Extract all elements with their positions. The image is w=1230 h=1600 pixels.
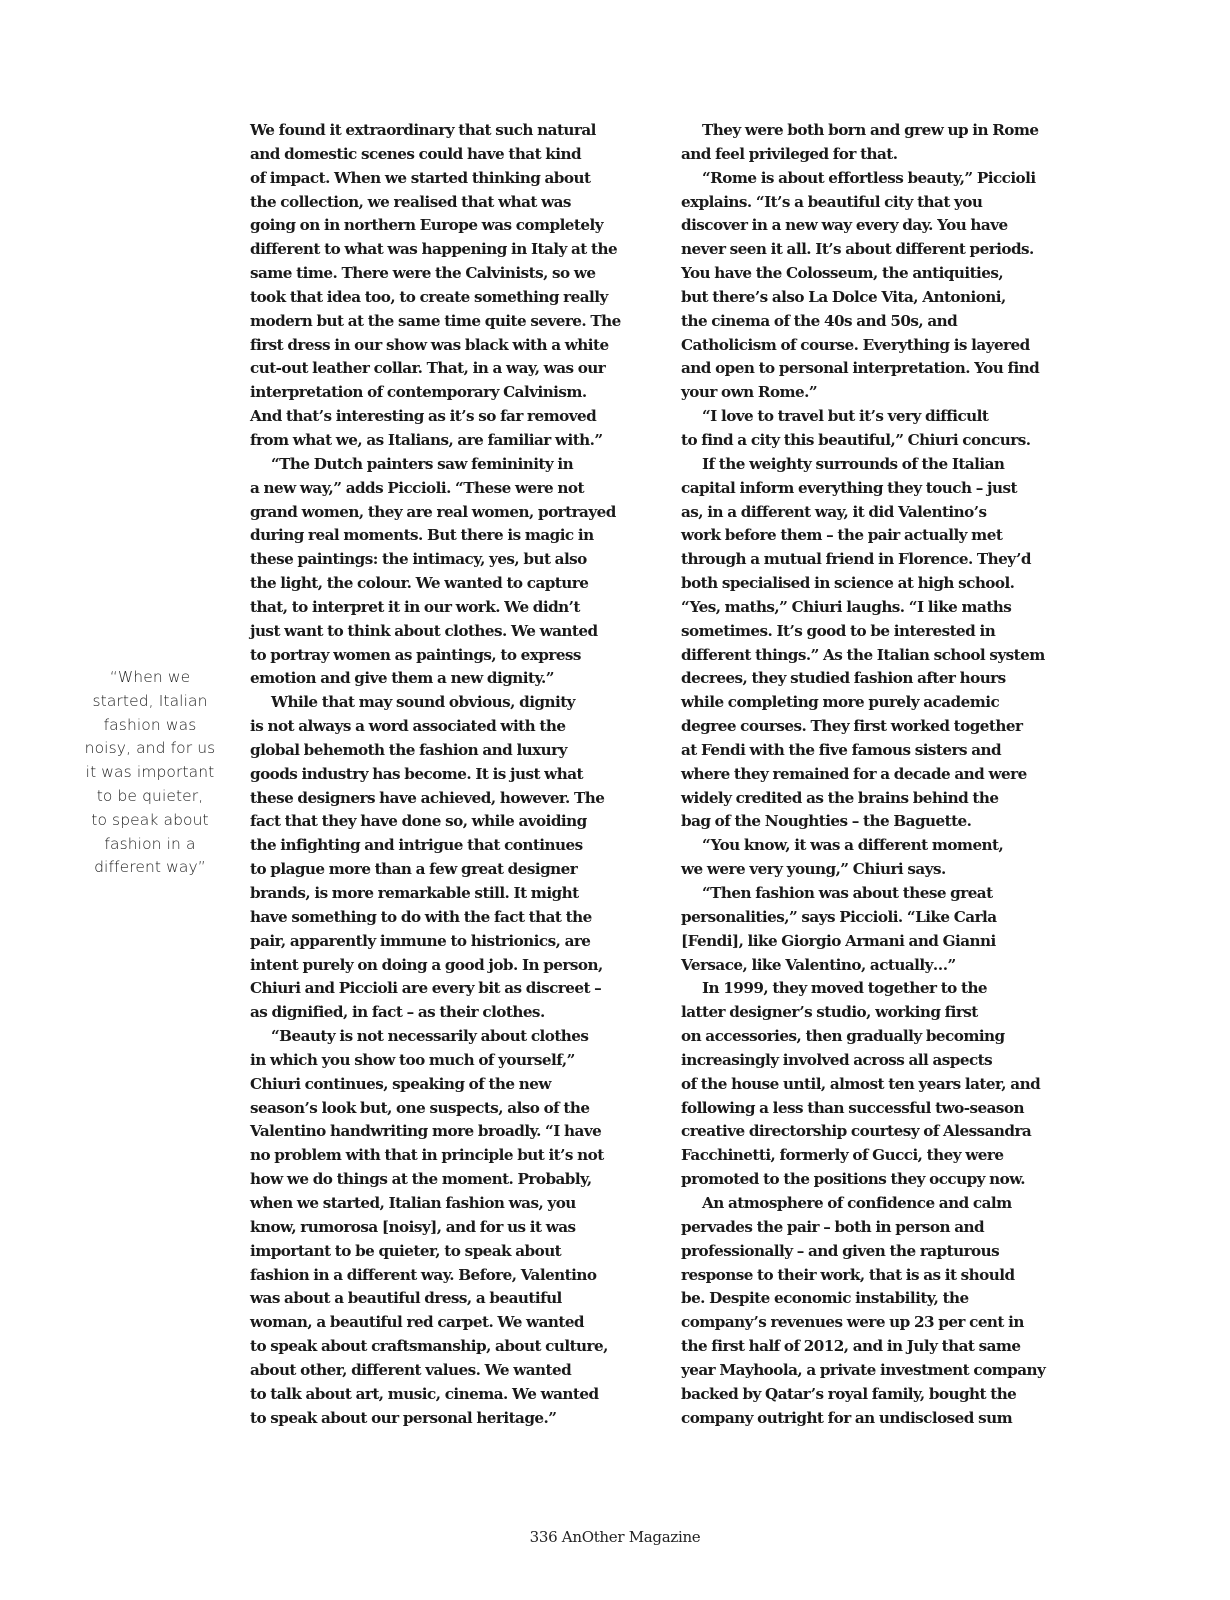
- body-text-line: to find a city this beautiful,” Chiuri concurs.: [681, 430, 1031, 449]
- body-text-line: woman, a beautiful red carpet. We wanted: [250, 1313, 584, 1332]
- body-text-line: that, to interpret it in our work. We didn’t: [250, 597, 580, 616]
- body-text-line: modern but at the same time quite severe. The: [250, 311, 621, 330]
- body-text-line: the light, the colour. We wanted to capture: [250, 574, 589, 593]
- body-text-line: as dignified, in fact – as their clothes.: [250, 1003, 545, 1022]
- pull-quote-line: fashion in a: [104, 834, 196, 853]
- body-text-line: but there’s also La Dolce Vita, Antonioni,: [681, 287, 1006, 306]
- body-text-line: different to what was happening in Italy at the: [250, 240, 618, 259]
- body-text-line: know, rumorosa [noisy], and for us it was: [250, 1217, 576, 1236]
- body-text-line: first dress in our show was black with a white: [250, 335, 609, 354]
- body-text-line: fact that they have done so, while avoiding: [250, 812, 587, 831]
- body-text-line: “You know, it was a different moment,: [702, 836, 1004, 855]
- body-text-line: through a mutual friend in Florence. They’d: [681, 550, 1031, 569]
- body-text-line: decrees, they studied fashion after hours: [681, 669, 1006, 688]
- body-text-line: While that may sound obvious, dignity: [271, 693, 575, 712]
- body-text-line: when we started, Italian fashion was, you: [250, 1193, 576, 1212]
- body-text-line: cut-out leather collar. That, in a way, was our: [250, 359, 606, 378]
- body-text-line: the first half of 2012, and in July that same: [681, 1337, 1021, 1356]
- body-text-line: about other, different values. We wanted: [250, 1360, 572, 1379]
- body-text-line: how we do things at the moment. Probably,: [250, 1170, 592, 1189]
- body-text-line: And that’s interesting as it’s so far removed: [250, 407, 597, 426]
- pull-quote-line: started, Italian: [92, 691, 208, 710]
- body-text-line: is not always a word associated with the: [250, 717, 566, 736]
- body-text-line: these designers have achieved, however. The: [250, 788, 605, 807]
- body-text-line: interpretation of contemporary Calvinism.: [250, 383, 587, 402]
- body-text-line: we were very young,” Chiuri says.: [681, 860, 946, 879]
- body-text-line: year Mayhoola, a private investment company: [681, 1360, 1046, 1379]
- body-text-line: Valentino handwriting more broadly. “I have: [250, 1122, 602, 1141]
- body-text-line: of the house until, almost ten years later, and: [681, 1074, 1041, 1093]
- body-text-line: “Beauty is not necessarily about clothes: [271, 1027, 589, 1046]
- body-text-line: Chiuri continues, speaking of the new: [250, 1074, 551, 1093]
- pull-quote-line: fashion was: [103, 715, 197, 734]
- body-text-line: An atmosphere of confidence and calm: [702, 1193, 1012, 1212]
- body-text-line: “I love to travel but it’s very difficult: [702, 407, 989, 426]
- body-text-line: same time. There were the Calvinists, so we: [250, 264, 596, 283]
- body-text-line: bag of the Noughties – the Baguette.: [681, 812, 972, 831]
- body-text-line: was about a beautiful dress, a beautiful: [250, 1289, 562, 1308]
- body-text-line: sometimes. It’s good to be interested in: [681, 621, 996, 640]
- body-text-line: Versace, like Valentino, actually…”: [681, 955, 956, 974]
- body-text-line: be. Despite economic instability, the: [681, 1289, 969, 1308]
- body-text-line: response to their work, that is as it should: [681, 1265, 1015, 1284]
- body-text-line: important to be quieter, to speak about: [250, 1241, 562, 1260]
- body-text-line: the infighting and intrigue that continues: [250, 836, 583, 855]
- body-text-line: and open to personal interpretation. You find: [681, 359, 1040, 378]
- body-text-line: a new way,” adds Piccioli. “These were not: [250, 478, 584, 497]
- body-text-line: personalities,” says Piccioli. “Like Carla: [681, 907, 997, 926]
- body-text-line: backed by Qatar’s royal family, bought the: [681, 1384, 1017, 1403]
- body-text-line: the cinema of the 40s and 50s, and: [681, 311, 958, 330]
- body-text-line: company’s revenues were up 23 per cent in: [681, 1313, 1024, 1332]
- body-text-line: They were both born and grew up in Rome: [702, 121, 1039, 139]
- pull-quote-line: to be quieter,: [96, 786, 204, 805]
- body-text-line: “The Dutch painters saw femininity in: [271, 454, 574, 473]
- body-text-line: pair, apparently immune to histrionics, are: [250, 931, 591, 950]
- body-text-line: professionally – and given the rapturous: [681, 1241, 1000, 1260]
- body-text-line: at Fendi with the five famous sisters and: [681, 740, 1002, 759]
- body-text-line: while completing more purely academic: [681, 693, 1000, 712]
- body-text-line: promoted to the positions they occupy now.: [681, 1170, 1025, 1189]
- body-text-line: these paintings: the intimacy, yes, but also: [250, 550, 587, 569]
- body-text-line: “Yes, maths,” Chiuri laughs. “I like maths: [681, 597, 1012, 616]
- body-text-line: as, in a different way, it did Valentino’s: [681, 502, 987, 521]
- body-text-line: latter designer’s studio, working first: [681, 1003, 978, 1022]
- body-text-line: following a less than successful two-season: [681, 1098, 1024, 1117]
- body-text-line: company outright for an undisclosed sum: [681, 1408, 1013, 1427]
- body-text-line: to speak about our personal heritage.”: [250, 1408, 557, 1427]
- body-text-line: never seen it all. It’s about different periods.: [681, 240, 1034, 259]
- body-text-line: brands, is more remarkable still. It might: [250, 884, 579, 902]
- body-text-line: going on in northern Europe was completely: [250, 216, 603, 235]
- body-text-line: Catholicism of course. Everything is layered: [681, 335, 1030, 354]
- body-text-line: degree courses. They first worked together: [681, 717, 1023, 736]
- body-text-line: [Fendi], like Giorgio Armani and Gianni: [681, 931, 996, 950]
- body-text-line: In 1999, they moved together to the: [702, 979, 988, 998]
- body-text-line: goods industry has become. It is just what: [250, 764, 583, 783]
- body-column-left: [250, 119, 680, 1430]
- body-text-line: “Then fashion was about these great: [702, 884, 993, 902]
- body-text-line: in which you show too much of yourself,”: [250, 1050, 575, 1069]
- body-text-line: to plague more than a few great designer: [250, 860, 578, 879]
- body-text-line: work before them – the pair actually met: [681, 526, 1003, 545]
- body-text-line: capital inform everything they touch – just: [681, 478, 1017, 497]
- body-text-line: your own Rome.”: [681, 383, 818, 402]
- page-folio: 336 AnOther Magazine: [529, 1528, 701, 1546]
- body-text-line: pervades the pair – both in person and: [681, 1217, 985, 1236]
- body-text-line: global behemoth the fashion and luxury: [250, 740, 567, 759]
- pull-quote: [72, 666, 228, 880]
- body-text-line: emotion and give them a new dignity.”: [250, 669, 554, 688]
- body-text-line: just want to think about clothes. We wanted: [250, 621, 598, 640]
- body-text-line: of impact. When we started thinking about: [250, 168, 591, 187]
- body-text-line: If the weighty surrounds of the Italian: [702, 454, 1005, 473]
- body-text-line: the collection, we realised that what was: [250, 192, 571, 211]
- body-text-line: on accessories, then gradually becoming: [681, 1027, 1005, 1046]
- pull-quote-line: different way”: [94, 858, 206, 877]
- body-column-right: [681, 119, 1111, 1430]
- body-text-line: where they remained for a decade and were: [681, 764, 1027, 783]
- body-text-line: grand women, they are real women, portrayed: [250, 502, 616, 521]
- pull-quote-line: to speak about: [91, 810, 209, 829]
- body-text-line: Chiuri and Piccioli are every bit as discreet –: [250, 979, 602, 998]
- body-text-line: We found it extraordinary that such natural: [250, 121, 596, 139]
- body-text-line: both specialised in science at high school.: [681, 574, 1015, 593]
- body-text-line: You have the Colosseum, the antiquities,: [681, 264, 1004, 283]
- body-text-line: to portray women as paintings, to express: [250, 645, 581, 664]
- body-text-line: from what we, as Italians, are familiar with.”: [250, 430, 603, 449]
- body-text-line: have something to do with the fact that the: [250, 907, 592, 926]
- body-text-line: to talk about art, music, cinema. We wanted: [250, 1384, 599, 1403]
- body-text-line: increasingly involved across all aspects: [681, 1050, 993, 1069]
- body-text-line: took that idea too, to create something really: [250, 287, 608, 306]
- pull-quote-line: noisy, and for us: [84, 739, 216, 758]
- body-text-line: no problem with that in principle but it’s not: [250, 1146, 604, 1165]
- body-text-line: fashion in a different way. Before, Valentino: [250, 1265, 597, 1284]
- body-text-line: creative directorship courtesy of Alessandra: [681, 1122, 1032, 1141]
- body-text-line: and feel privileged for that.: [681, 144, 898, 163]
- pull-quote-line: “When we: [109, 668, 191, 686]
- body-text-line: to speak about craftsmanship, about culture,: [250, 1337, 608, 1356]
- body-text-line: “Rome is about effortless beauty,” Piccioli: [702, 168, 1036, 187]
- body-text-line: during real moments. But there is magic in: [250, 526, 594, 545]
- body-text-line: Facchinetti, formerly of Gucci, they were: [681, 1146, 1004, 1165]
- body-text-line: discover in a new way every day. You have: [681, 216, 1008, 235]
- pull-quote-line: it was important: [85, 763, 215, 782]
- body-text-line: widely credited as the brains behind the: [681, 788, 999, 807]
- body-text-line: explains. “It’s a beautiful city that you: [681, 192, 983, 211]
- body-text-line: season’s look but, one suspects, also of the: [250, 1098, 590, 1117]
- body-text-line: different things.” As the Italian school system: [681, 645, 1045, 664]
- body-text-line: intent purely on doing a good job. In person,: [250, 955, 603, 974]
- body-text-line: and domestic scenes could have that kind: [250, 144, 582, 163]
